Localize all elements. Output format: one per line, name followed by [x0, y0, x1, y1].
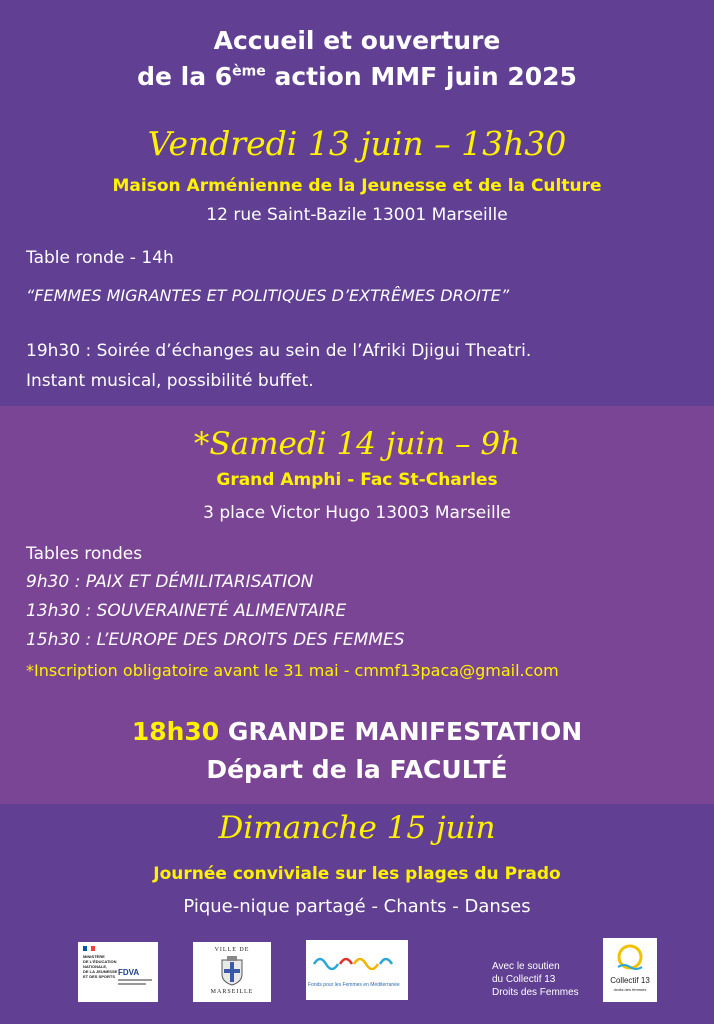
friday-evening-line1: 19h30 : Soirée d’échanges au sein de l’Afriki Djigui Theatri.: [26, 341, 532, 361]
header-line1: Accueil et ouverture: [213, 26, 501, 55]
fonds-name-text: Fonds pour les Femmes en Méditerranée: [308, 982, 400, 988]
collectif-13-logo: [603, 938, 657, 1002]
ville-bottom-text: MARSEILLE: [210, 989, 254, 995]
saturday-registration: *Inscription obligatoire avant le 31 mai - cmmf13paca@gmail.com: [26, 661, 559, 680]
saturday-table-item: 13h30 : SOUVERAINETÉ ALIMENTAIRE: [26, 601, 347, 621]
wave-icon: [312, 950, 402, 970]
friday-venue: Maison Arménienne de la Jeunesse et de la Culture: [112, 176, 602, 196]
saturday-address: 3 place Victor Hugo 13003 Marseille: [203, 503, 511, 523]
ministere-text: MINISTÈRE DE L'ÉDUCATION NATIONALE, DE LA JEUNESSE ET DES SPORTS: [83, 954, 118, 979]
saturday-section: [0, 406, 714, 804]
friday-roundtable-title: “FEMMES MIGRANTES ET POLITIQUES D’EXTRÊMES DROITE”: [26, 286, 510, 305]
fdva-line-icon: [118, 983, 146, 985]
friday-evening-line2: Instant musical, possibilité buffet.: [26, 371, 314, 391]
saturday-venue: Grand Amphi - Fac St-Charles: [216, 470, 498, 490]
saturday-heading: *Samedi 14 juin – 9h: [193, 426, 521, 462]
ville-marseille-logo: [193, 942, 271, 1002]
friday-address: 12 rue Saint-Bazile 13001 Marseille: [206, 205, 508, 225]
ministere-logo: [78, 942, 158, 1002]
demo-title: [0, 717, 714, 746]
header-line2: [0, 62, 714, 91]
saturday-table-item: 9h30 : PAIX ET DÉMILITARISATION: [26, 572, 314, 592]
saturday-tables-label: Tables rondes: [26, 544, 143, 564]
collectif-emblem-icon: [614, 943, 646, 973]
support-line: Avec le soutien: [492, 961, 560, 972]
friday-heading: Vendredi 13 juin – 13h30: [147, 124, 567, 163]
sunday-subtitle: Journée conviviale sur les plages du Prado: [153, 864, 561, 884]
friday-section: [0, 0, 714, 406]
support-line: du Collectif 13: [492, 974, 556, 985]
fonds-femmes-logo: [306, 940, 408, 1000]
header-line2-post: action MMF juin 2025: [265, 62, 577, 91]
ville-top-text: VILLE DE: [214, 947, 250, 953]
sunday-heading: Dimanche 15 juin: [218, 810, 496, 846]
demo-time: 18h30: [131, 717, 220, 746]
support-line: Droits des Femmes: [492, 987, 579, 998]
collectif-name-text: Collectif 13: [610, 976, 650, 985]
support-text: [492, 960, 579, 999]
demo-departure: Départ de la FACULTÉ: [206, 755, 508, 784]
friday-roundtable-label: Table ronde - 14h: [26, 248, 174, 268]
french-flag-icon: [83, 946, 95, 951]
sunday-section: [0, 804, 714, 1024]
sunday-activities: Pique-nique partagé - Chants - Danses: [183, 896, 531, 917]
collectif-sub-text: droits des femmes: [613, 987, 647, 992]
fdva-label: FDVA: [118, 968, 140, 977]
header-superscript: ème: [232, 63, 266, 80]
demo-label: GRANDE MANIFESTATION: [219, 717, 583, 746]
header-line2-pre: de la 6: [137, 62, 233, 91]
marseille-crest-icon: [220, 956, 244, 986]
fdva-line-icon: [118, 979, 152, 981]
saturday-table-item: 15h30 : L’EUROPE DES DROITS DES FEMMES: [26, 630, 405, 650]
